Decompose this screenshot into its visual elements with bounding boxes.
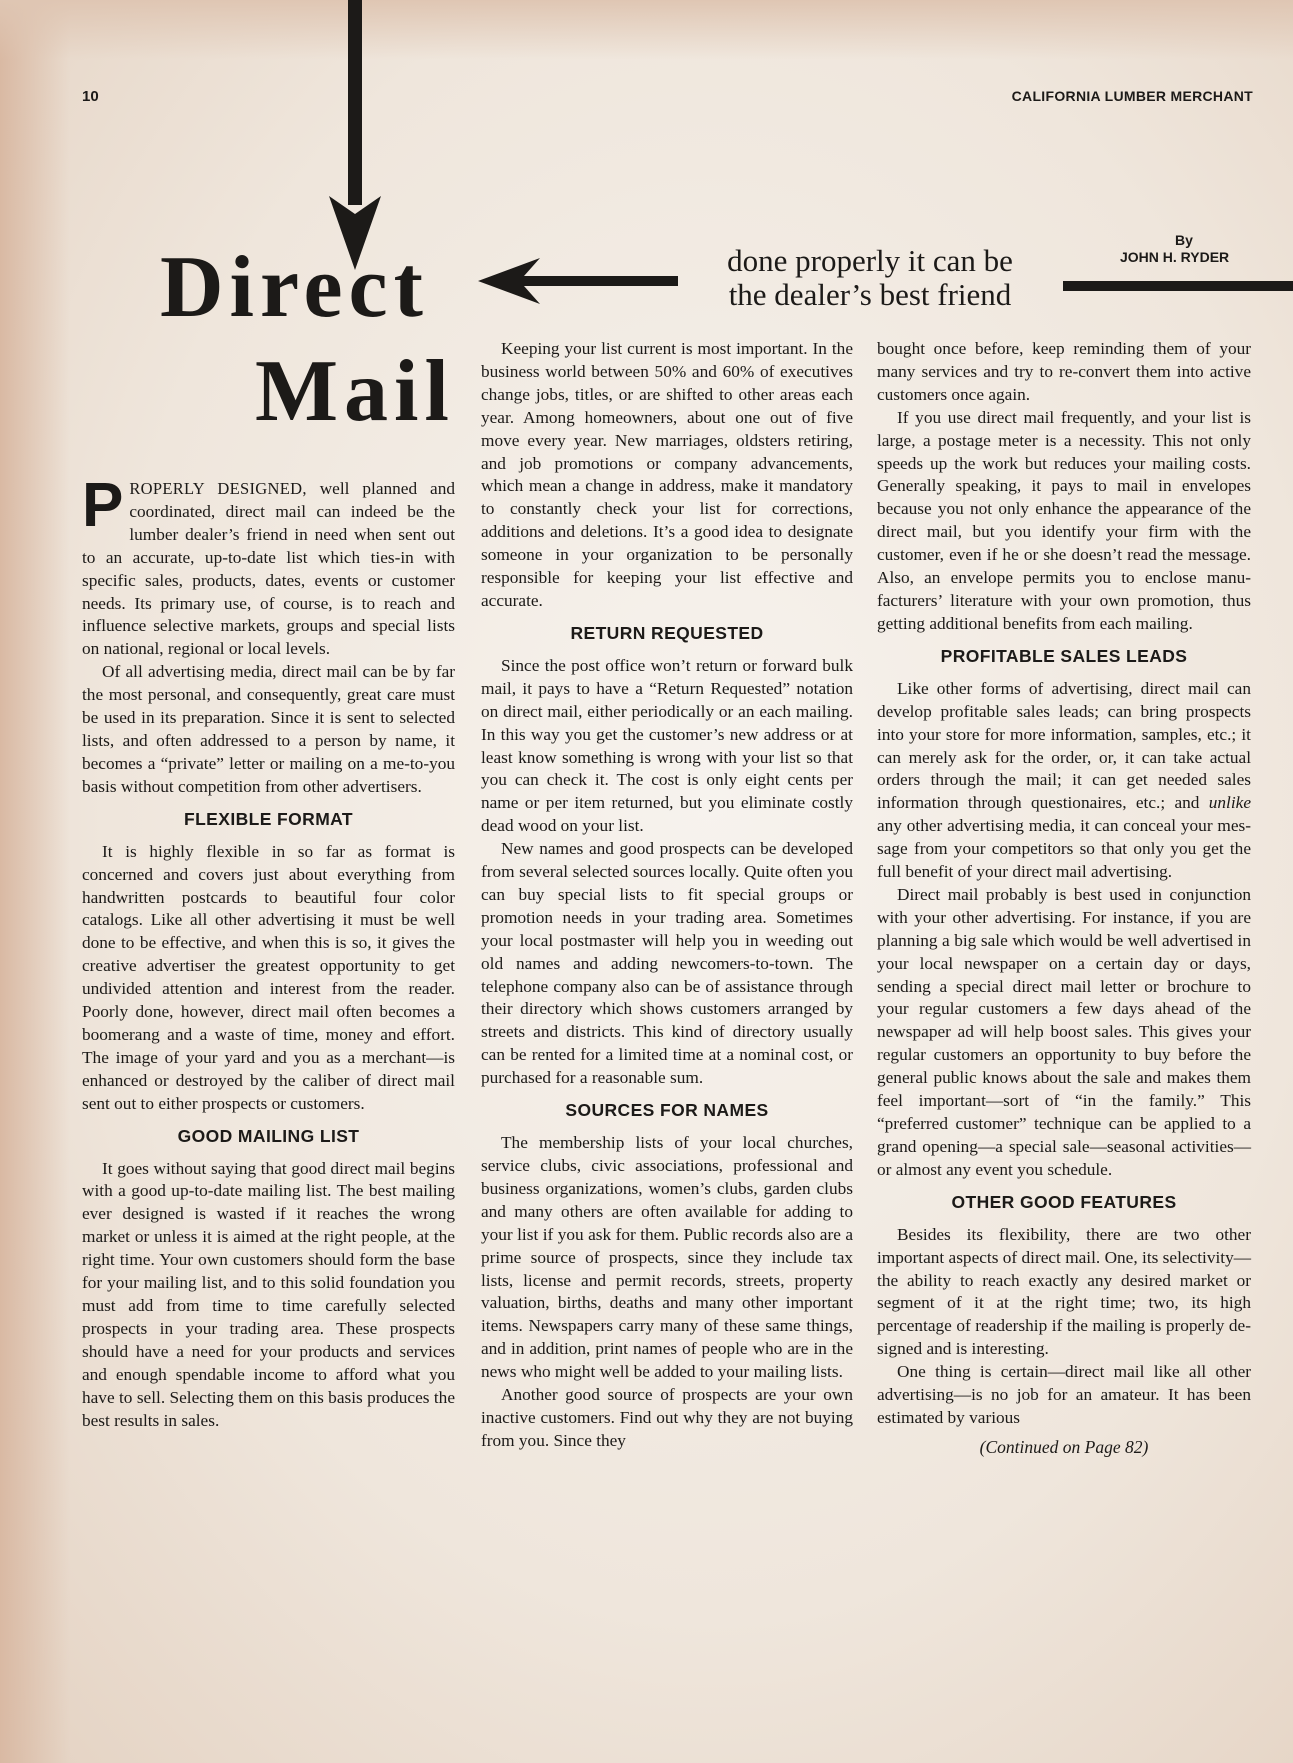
body-paragraph: Of all advertising media, direct mail can be by far the most personal, and consequently, great care must be used in its preparation. Since it is sent to selected lists, and often addressed to a person by name, it becomes a “private” letter or mailing on a me-to-you basis without competition from other advertisers.	[82, 662, 455, 796]
section-heading-good-mailing-list: GOOD MAILING LIST	[177, 1125, 360, 1146]
body-paragraph: Direct mail probably is best used in conjunction with your other advertising. For instance, if you are planning a big sale which would be well advertised in your local newspaper on a certain day or days, sending a special direct mail letter or brochure to your regular customers a few days ahead of the newspaper ad will help boost sales. This gives your regular customers an opportunity to buy before the general public knows about the sale and makes them feel important—sort of “in the family.” This “preferred customer” technique can be applied to a grand opening—a special sale—seasonal activities—or almost any event you schedule.	[877, 884, 1251, 1179]
article-column-1	[82, 471, 455, 1432]
page-edge-shadow	[0, 0, 70, 1763]
body-paragraph: Since the post office won’t return or forward bulk mail, it pays to have a “Return Requested” notation on direct mail, either periodically or an each mailing. In this way you get the customer’s new address or at least know something is wrong with your list so that you can check it. The cost is only eight cents per name or per item returned, but you eliminate costly dead wood on your list.	[481, 655, 853, 836]
section-heading-other-good-features: OTHER GOOD FEATURES	[951, 1191, 1177, 1212]
section-heading-return-requested: RETURN REQUESTED	[570, 622, 764, 643]
article-subtitle	[680, 244, 1060, 312]
body-paragraph: Besides its flexibility, there are two other important aspects of direct mail. One, its selectivity—the ability to reach exactly any desired market or segment of it at the right time; two, its high percentage of readership if the mailing is properly designed and is interesting.	[877, 1224, 1251, 1359]
body-paragraph: Keeping your list current is most important. In the business world between 50% and 60% of executives change jobs, titles, or are shifted to other areas each year. Among homeowners, about one out of five move every year. New marriages, oldsters retiring, and job promotions or company advancements, which mean a change in address, make it mandatory to constantly check your list for corrections, additions and deletions. It’s a good idea to designate someone in your organization to be personally responsible for keeping your list effective and accurate.	[481, 339, 853, 610]
body-paragraph: The membership lists of your local churches, service clubs, civic associations, professional and business organizations, women’s clubs, garden clubs and many others are often available for adding to your list if you ask for them. Public records also are a prime source of prospects, since they include tax lists, license and permit records, streets, property valuation, births, deaths and many other important items. Newspapers carry many of these same things, and in addition, print names of people who are in the news who might well be added to your mailing lists.	[481, 1133, 853, 1382]
lead-in-caps: ROPERLY DESIGNED,	[129, 479, 307, 498]
byline-by: By	[1175, 232, 1193, 248]
body-paragraph: If you use direct mail frequently, and your list is large, a postage meter is a necessity. This not only speeds up the work but reduces your mailing costs. Generally speaking, it pays to mail in envelopes because you not only enhance the appearance of the direct mail, but you identify your firm with the customer, even if he or she doesn’t read the message. Also, an envelope permits you to enclose manufacturers’ literature with your own promotion, thus getting additional benefits from each mailing.	[877, 407, 1251, 633]
byline	[1120, 232, 1290, 266]
body-paragraph: One thing is certain—direct mail like all other advertising—is no job for an amateur. It has been estimated by various	[877, 1362, 1251, 1427]
article-column-2	[481, 338, 853, 1453]
drop-cap: P	[82, 471, 124, 540]
text-run: Like other forms of advertising, direct mail can develop profitable sales leads; can bring prospects into your store for more information, samples, etc.; it can merely ask for the order, or, it can take actual orders through the mail; it can get needed sales information through questionaires, etc.; and	[877, 678, 1251, 813]
section-heading-sources-for-names: SOURCES FOR NAMES	[565, 1100, 769, 1121]
section-heading-flexible-format: FLEXIBLE FORMAT	[184, 808, 353, 829]
body-paragraph: New names and good prospects can be developed from several selected sources locally. Quite often you can buy special lists to fit special groups or promotion needs in your trading area. Sometimes your local postmaster will help you in weeding out old names and adding newcomers-to-town. The telephone company also can be of assistance through their directory which shows customers arranged by streets and districts. This kind of directory usually can be rented for a limited time at a nominal cost, or purchased for a reasonable sum.	[481, 839, 853, 1088]
left-arrow-graphic	[478, 256, 678, 306]
subtitle-line1: done properly it can be	[727, 243, 1013, 278]
article-column-3	[877, 338, 1251, 1459]
magazine-title: CALIFORNIA LUMBER MERCHANT	[1011, 88, 1253, 104]
page-number: 10	[82, 88, 99, 105]
byline-author: JOHN H. RYDER	[1120, 249, 1230, 265]
down-arrow-graphic	[325, 0, 385, 272]
body-paragraph: Another good source of prospects are your own inactive customers. Find out why they are not buying from you. Since they	[481, 1385, 853, 1450]
continued-on-link: (Continued on Page 82)	[979, 1436, 1149, 1457]
article-title-line2: Mail	[255, 343, 455, 440]
intro-paragraph	[82, 471, 455, 661]
page-top-shadow	[0, 0, 1293, 60]
article-title-line1: Direct	[160, 239, 429, 336]
body-paragraph: It is highly flexible in so far as format is concerned and covers just about everything from handwritten postcards to beautiful four color catalogs. Like all other advertising it must be well done to be effective, and when this is so, it gives the creative advertiser the greatest opportunity to get undivided attention and interest from the reader. Poorly done, however, direct mail often becomes a boomerang and a waste of time, money and effort. The image of your yard and you as a merchant—is enhanced or destroyed by the caliber of direct mail sent out to either prospects or customers.	[82, 841, 455, 1113]
body-paragraph	[877, 678, 1251, 884]
body-paragraph: It goes without saying that good direct mail begins with a good up-to-date mailing list. The best mailing ever designed is wasted if it reaches the wrong market or unless it is aimed at the right people, at the right time. Your own customers should form the base for your mailing list, and to this solid foundation you must add from time to time carefully selected prospects in your trading area. These prospects should have a need for your products and services and enough spendable income to afford what you have to sell. Selecting them on this basis produces the best results in sales.	[82, 1158, 455, 1430]
body-paragraph-continued: bought once before, keep reminding them of your many services and try to re-convert them into active customers once again.	[877, 339, 1251, 404]
subtitle-line2: the dealer’s best friend	[728, 277, 1012, 312]
emphasis-text: unlike	[1208, 793, 1251, 813]
text-run: any other advertising media, it can conceal your message from your competitors so that only you get the full benefit of your direct mail advertising.	[877, 816, 1251, 882]
decorative-rule	[1063, 281, 1293, 291]
section-heading-profitable-sales-leads: PROFITABLE SALES LEADS	[940, 645, 1188, 666]
intro-text: well planned and coordinated, direct mail can indeed be the lumber dealer’s friend in need when sent out to an accurate, up-to-date list which ties-in with specific sales, products, dates, events or customer needs. Its primary use, of course, is to reach and influence selective markets, groups and special lists on national, regional or local levels.	[82, 479, 455, 659]
